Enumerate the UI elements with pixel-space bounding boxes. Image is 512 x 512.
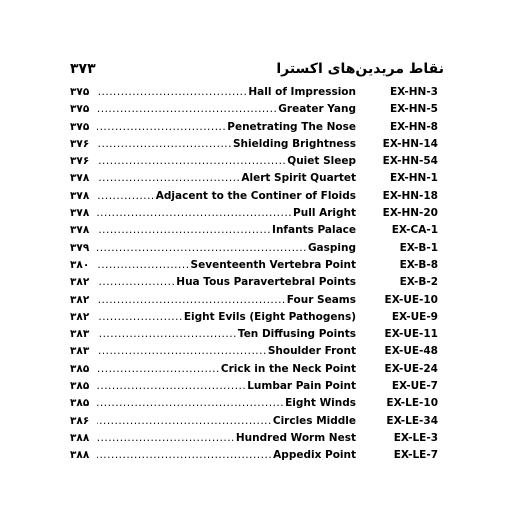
- toc-dot-leader: [97, 274, 175, 291]
- toc-entry-code: EX-HN-8: [389, 120, 438, 133]
- toc-dot-leader: [97, 136, 232, 153]
- toc-entry: [70, 413, 438, 430]
- toc-entry: [70, 309, 438, 326]
- toc-entry-page: ۳۷۵: [70, 120, 90, 133]
- header-title: نقاط مریدین‌های اکسترا: [276, 61, 444, 77]
- toc-entry-page: ۳۷۶: [70, 137, 90, 150]
- toc-entry-name: Hundred Worm Nest: [235, 431, 356, 444]
- toc-dot-leader: [97, 413, 272, 430]
- toc-entry-code: EX-UE-24: [384, 362, 438, 375]
- toc-entry-name: Pull Aright: [293, 207, 356, 220]
- toc-entry-name: Penetrating The Nose: [227, 120, 356, 133]
- toc-entry-name: Shoulder Front: [267, 345, 356, 358]
- toc-dot-leader: [97, 205, 292, 222]
- toc-entry-code: EX-HN-14: [382, 137, 438, 150]
- toc-entry-code: EX-LE-3: [393, 431, 438, 444]
- toc-entry: [70, 119, 438, 136]
- toc-dot-leader: [97, 170, 240, 187]
- toc-entry-page: ۳۸۲: [70, 310, 90, 323]
- toc-entry-page: ۳۷۹: [70, 241, 90, 254]
- toc-entry-code: EX-CA-1: [391, 224, 438, 237]
- toc-entry: [70, 361, 438, 378]
- page-header: [70, 61, 444, 83]
- toc-dot-leader: [97, 119, 226, 136]
- toc-entry: [70, 378, 438, 395]
- toc-entry-name: Quiet Sleep: [287, 155, 356, 168]
- toc-entry-page: ۳۸۳: [70, 345, 90, 358]
- toc-dot-leader: [97, 326, 237, 343]
- toc-entry-code: EX-B-1: [399, 241, 438, 254]
- toc-entry-name: Lumbar Pain Point: [247, 380, 356, 393]
- toc-entry: [70, 205, 438, 222]
- toc-entry-name: Four Seams: [286, 293, 356, 306]
- toc-entry-code: EX-UE-48: [384, 345, 438, 358]
- toc-entry: [70, 257, 438, 274]
- toc-dot-leader: [97, 447, 272, 464]
- toc-entry-name: Crick in the Neck Point: [220, 362, 356, 375]
- toc-entry-name: Infants Palace: [272, 224, 356, 237]
- toc-entry: [70, 101, 438, 118]
- toc-dot-leader: [97, 292, 286, 309]
- toc-entry: [70, 222, 438, 239]
- toc-dot-leader: [97, 153, 286, 170]
- toc-entry: [70, 153, 438, 170]
- toc-entry-name: Hua Tous Paravertebral Points: [176, 276, 356, 289]
- toc-entry-page: ۳۸۵: [70, 397, 90, 410]
- toc-entry-code: EX-HN-1: [389, 172, 438, 185]
- toc-entry-name: Shielding Brightness: [232, 137, 356, 150]
- toc-entry-page: ۳۷۸: [70, 207, 90, 220]
- toc-entry-page: ۳۷۵: [70, 103, 90, 116]
- toc-entry: [70, 188, 438, 205]
- toc-entry-name: Eight Evils (Eight Pathogens): [183, 310, 356, 323]
- table-of-contents: [70, 84, 438, 465]
- toc-dot-leader: [97, 378, 246, 395]
- toc-entry-page: ۳۸۰: [70, 258, 90, 271]
- toc-entry-name: Alert Spirit Quartet: [241, 172, 356, 185]
- toc-entry-page: ۳۷۸: [70, 224, 90, 237]
- toc-dot-leader: [97, 257, 190, 274]
- toc-entry-code: EX-HN-54: [382, 155, 438, 168]
- toc-entry-name: Eight Winds: [285, 397, 356, 410]
- toc-dot-leader: [97, 361, 220, 378]
- toc-entry-page: ۳۸۲: [70, 293, 90, 306]
- toc-dot-leader: [97, 101, 277, 118]
- toc-dot-leader: [97, 222, 271, 239]
- toc-entry-code: EX-UE-9: [391, 310, 438, 323]
- toc-dot-leader: [97, 84, 247, 101]
- toc-entry-page: ۳۸۸: [70, 449, 90, 462]
- toc-dot-leader: [97, 240, 307, 257]
- toc-entry-page: ۳۸۲: [70, 276, 90, 289]
- toc-entry: [70, 447, 438, 464]
- toc-entry-code: EX-UE-7: [391, 380, 438, 393]
- toc-entry-code: EX-B-8: [399, 258, 438, 271]
- toc-entry-name: Hall of Impression: [248, 86, 356, 98]
- toc-entry: [70, 326, 438, 343]
- toc-dot-leader: [97, 430, 235, 447]
- toc-dot-leader: [97, 343, 267, 360]
- toc-entry: [70, 395, 438, 412]
- toc-entry: [70, 240, 438, 257]
- toc-entry-code: EX-LE-34: [386, 414, 438, 427]
- toc-entry: [70, 274, 438, 291]
- toc-entry: [70, 84, 438, 101]
- toc-dot-leader: [97, 309, 183, 326]
- toc-entry: [70, 136, 438, 153]
- toc-entry: [70, 430, 438, 447]
- toc-entry-name: Seventeenth Vertebra Point: [190, 258, 356, 271]
- toc-entry-code: EX-B-2: [399, 276, 438, 289]
- toc-entry-page: ۳۷۸: [70, 172, 90, 185]
- toc-entry: [70, 170, 438, 187]
- toc-entry-page: ۳۸۳: [70, 328, 90, 341]
- toc-entry-name: Ten Diffusing Points: [237, 328, 356, 341]
- toc-entry-code: EX-UE-11: [384, 328, 438, 341]
- toc-entry-page: ۳۷۵: [70, 86, 90, 98]
- toc-entry-page: ۳۷۶: [70, 155, 90, 168]
- toc-entry-page: ۳۸۵: [70, 362, 90, 375]
- toc-entry: [70, 292, 438, 309]
- toc-entry-code: EX-UE-10: [384, 293, 438, 306]
- toc-dot-leader: [97, 188, 155, 205]
- toc-entry-page: ۳۸۶: [70, 414, 90, 427]
- toc-entry-name: Appedix Point: [273, 449, 356, 462]
- toc-entry-code: EX-HN-3: [389, 86, 438, 98]
- header-page-number: ۳۷۳: [70, 61, 96, 77]
- toc-entry-code: EX-LE-10: [386, 397, 438, 410]
- toc-entry-name: Circles Middle: [272, 414, 356, 427]
- toc-dot-leader: [97, 395, 284, 412]
- toc-entry-page: ۳۸۵: [70, 380, 90, 393]
- toc-entry-code: EX-HN-5: [389, 103, 438, 116]
- toc-entry-page: ۳۷۸: [70, 189, 90, 202]
- toc-entry-code: EX-LE-7: [393, 449, 438, 462]
- toc-entry: [70, 343, 438, 360]
- toc-entry-code: EX-HN-18: [382, 189, 438, 202]
- toc-entry-name: Greater Yang: [278, 103, 356, 116]
- toc-entry-name: Gasping: [307, 241, 356, 254]
- toc-entry-name: Adjacent to the Continer of Floids: [155, 189, 356, 202]
- toc-entry-code: EX-HN-20: [382, 207, 438, 220]
- toc-entry-page: ۳۸۸: [70, 431, 90, 444]
